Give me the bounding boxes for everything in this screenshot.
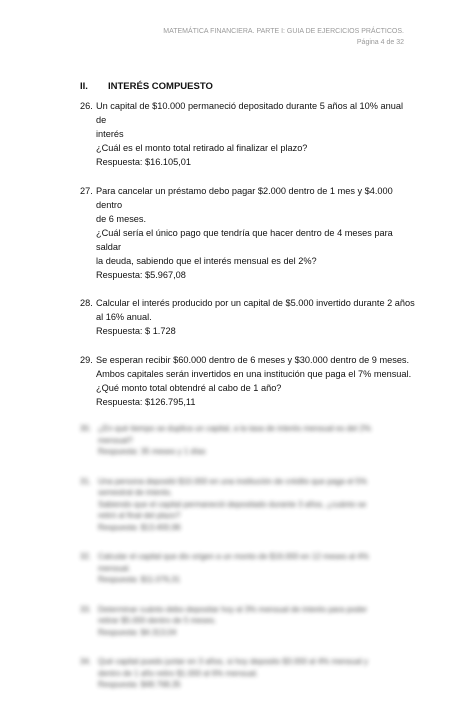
exercise-text xyxy=(96,353,415,409)
visible-exercises xyxy=(80,99,415,409)
exercise-number: 29. xyxy=(80,354,93,365)
exercise-line: Respuesta: $16.105,01 xyxy=(96,157,192,167)
exercise-line: interés xyxy=(96,129,124,139)
exercise-line: ¿Qué monto total obtendré al cabo de 1 año? xyxy=(96,382,282,393)
exercise-line: retirar $5.000 dentro de 5 meses. xyxy=(98,616,217,625)
exercise-number: 33. xyxy=(80,604,92,614)
exercise-item xyxy=(80,99,415,169)
exercise-text xyxy=(98,656,415,691)
exercise-line: Calcular el interés producido por un capital de $5.000 invertido durante 2 años xyxy=(96,298,415,308)
exercise-line: mensual. xyxy=(98,563,131,573)
exercise-line: Ambos capitales serán invertidos en una institución que paga el 7% mensual. xyxy=(96,368,412,379)
exercise-line: Una persona depositó $10.000 en una institución de crédito que paga el 5% xyxy=(98,476,368,486)
exercise-list xyxy=(80,99,415,709)
header-title: MATEMÁTICA FINANCIERA. PARTE I: GUIA DE EJERCICIOS PRÁCTICOS. xyxy=(163,28,404,35)
section-title: INTERÉS COMPUESTO xyxy=(108,81,213,92)
exercise-line: Calcular el capital que dio origen a un monto de $16.000 en 12 meses al 4% xyxy=(98,552,369,561)
exercise-text xyxy=(96,296,415,338)
exercise-line: la deuda, sabiendo que el interés mensual es del 2%? xyxy=(96,255,317,266)
exercise-text xyxy=(98,604,415,639)
exercise-line: Qué capital puedo juntar en 3 años, si hoy deposito $3.000 al 4% mensual y xyxy=(98,657,368,666)
exercise-number: 32. xyxy=(80,552,92,561)
exercise-text xyxy=(96,99,415,169)
exercise-line: mensual? xyxy=(98,435,133,445)
exercise-item xyxy=(80,476,415,534)
exercise-text xyxy=(96,184,415,282)
exercise-line: Respuesta: $126.795,11 xyxy=(96,396,196,407)
exercise-line: ¿Cuál es el monto total retirado al finalizar el plazo? xyxy=(96,143,308,153)
exercise-number: 26. xyxy=(80,101,93,111)
exercise-number: 31. xyxy=(80,476,92,486)
exercise-text xyxy=(98,476,415,534)
exercise-item xyxy=(80,296,415,338)
section-number: II. xyxy=(80,81,88,92)
exercise-number: 34. xyxy=(80,657,92,666)
exercise-item xyxy=(80,551,415,586)
exercise-line: Respuesta: $5.967,08 xyxy=(96,269,186,280)
exercise-line: semestral de interés. xyxy=(98,488,173,497)
exercise-line: de 6 meses. xyxy=(96,213,147,224)
page-number: Página 4 de 32 xyxy=(356,39,404,46)
exercise-number: 27. xyxy=(80,185,93,196)
page-header xyxy=(163,26,404,48)
exercise-line: al 16% anual. xyxy=(96,312,152,322)
exercise-item xyxy=(80,656,415,691)
section-heading xyxy=(80,81,213,92)
exercise-line: Un capital de $10.000 permaneció depositado durante 5 años al 10% anual de xyxy=(96,101,403,125)
exercise-text xyxy=(98,423,415,458)
exercise-line: Respuesta: $48.768,35 xyxy=(98,680,181,689)
exercise-line: Respuesta: $4.313,04 xyxy=(98,627,177,637)
exercise-line: Se esperan recibir $60.000 dentro de 6 meses y $30.000 dentro de 9 meses. xyxy=(96,354,410,365)
exercise-text xyxy=(98,551,415,586)
exercise-number: 30. xyxy=(80,424,92,433)
exercise-line: retiró al final del plazo? xyxy=(98,511,181,520)
exercise-line: Sabiendo que el capital permaneció depositado durante 3 años, ¿cuánto se xyxy=(98,499,367,509)
exercise-line: Para cancelar un préstamo debo pagar $2.000 dentro de 1 mes y $4.000 dentro xyxy=(96,185,393,210)
exercise-line: ¿Cuál sería el único pago que tendría que hacer dentro de 4 meses para saldar xyxy=(96,227,393,252)
exercise-line: Respuesta: $13.400,96 xyxy=(98,522,181,532)
exercise-item xyxy=(80,423,415,458)
exercise-line: Respuesta: $ 1.728 xyxy=(96,326,176,336)
exercise-item xyxy=(80,184,415,282)
exercise-item xyxy=(80,604,415,639)
blurred-exercises xyxy=(80,423,415,691)
exercise-line: Determinar cuánto debo depositar hoy al 3% mensual de interés para poder xyxy=(98,604,368,614)
exercise-number: 28. xyxy=(80,298,93,308)
exercise-line: Respuesta: $11.076,31 xyxy=(98,575,181,584)
exercise-line: ¿En qué tiempo se duplica un capital, a la tasa de interés mensual es del 2% xyxy=(98,424,372,433)
exercise-item xyxy=(80,353,415,409)
exercise-line: Respuesta: 35 meses y 1 días xyxy=(98,447,206,456)
exercise-line: dentro de 1 año retiro $1.000 al 6% mensual. xyxy=(98,668,259,678)
